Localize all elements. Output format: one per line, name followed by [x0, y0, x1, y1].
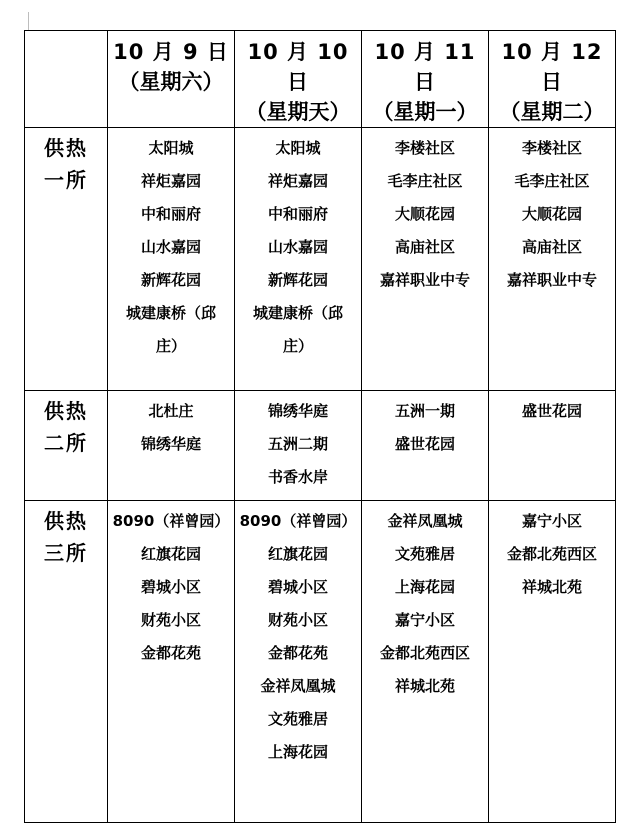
day-date: 10 月 9 日 — [113, 40, 229, 64]
day-date: 10 月 12 日 — [501, 40, 603, 94]
day-weekday: （星期六） — [118, 70, 224, 94]
community-list-cell — [362, 391, 489, 501]
community-item: 碧城小区 — [140, 578, 201, 596]
header-row — [25, 31, 616, 128]
community-item: 书香水岸 — [267, 468, 328, 486]
community-item: 嘉祥职业中专 — [506, 271, 597, 289]
community-item: 新辉花园 — [267, 271, 328, 289]
day-weekday: （星期天） — [245, 100, 351, 124]
community-list-cell — [489, 501, 616, 823]
station-name-line: 供热 — [44, 399, 88, 423]
station-name-cell — [25, 391, 108, 501]
community-item: 毛李庄社区 — [514, 172, 590, 190]
community-item: 五洲二期 — [267, 435, 328, 453]
community-item: 毛李庄社区 — [387, 172, 463, 190]
community-item: 高庙社区 — [394, 238, 455, 256]
community-item: 李楼社区 — [521, 139, 582, 157]
community-item: 中和丽府 — [267, 205, 328, 223]
community-item: 文苑雅居 — [394, 545, 455, 563]
community-item: 太阳城 — [148, 139, 194, 157]
community-item: 五洲一期 — [394, 402, 455, 420]
community-item: 金都花苑 — [140, 644, 201, 662]
community-item: 祥炬嘉园 — [140, 172, 201, 190]
day-header — [489, 31, 616, 128]
station-row — [25, 501, 616, 823]
station-name-cell — [25, 128, 108, 391]
community-item: 8090（祥曾园） — [112, 512, 230, 530]
community-item: 城建康桥（邱 — [125, 304, 216, 322]
community-item: 北杜庄 — [148, 402, 194, 420]
community-item: 大顺花园 — [394, 205, 455, 223]
day-weekday: （星期二） — [499, 100, 605, 124]
community-list-cell — [362, 501, 489, 823]
community-item: 锦绣华庭 — [267, 402, 328, 420]
community-list-cell — [489, 128, 616, 391]
community-item: 上海花园 — [394, 578, 455, 596]
community-item: 山水嘉园 — [267, 238, 328, 256]
community-item: 金祥凤凰城 — [260, 677, 336, 695]
corner-cell — [25, 31, 108, 128]
community-item: 锦绣华庭 — [140, 435, 201, 453]
community-item: 中和丽府 — [140, 205, 201, 223]
station-row — [25, 128, 616, 391]
community-list-cell — [108, 501, 235, 823]
day-header — [235, 31, 362, 128]
day-weekday: （星期一） — [372, 100, 478, 124]
community-item: 财苑小区 — [267, 611, 328, 629]
community-item: 8090（祥曾园） — [239, 512, 357, 530]
day-header — [108, 31, 235, 128]
community-item: 祥炬嘉园 — [267, 172, 328, 190]
community-list-cell — [235, 501, 362, 823]
community-item: 嘉宁小区 — [521, 512, 582, 530]
community-item: 盛世花园 — [394, 435, 455, 453]
community-item: 山水嘉园 — [140, 238, 201, 256]
community-item: 嘉宁小区 — [394, 611, 455, 629]
station-row — [25, 391, 616, 501]
station-name-cell — [25, 501, 108, 823]
community-item: 金祥凤凰城 — [387, 512, 463, 530]
page-corner-mark — [28, 12, 29, 30]
heating-schedule-table — [24, 30, 616, 823]
community-item: 嘉祥职业中专 — [379, 271, 470, 289]
community-list-cell — [489, 391, 616, 501]
community-item: 上海花园 — [267, 743, 328, 761]
community-item: 庄） — [282, 337, 313, 355]
station-name-line: 二所 — [44, 431, 88, 455]
community-item: 高庙社区 — [521, 238, 582, 256]
community-item: 大顺花园 — [521, 205, 582, 223]
community-item: 祥城北苑 — [394, 677, 455, 695]
community-item: 金都花苑 — [267, 644, 328, 662]
station-name-line: 供热 — [44, 136, 88, 160]
community-list-cell — [108, 128, 235, 391]
day-date: 10 月 10 日 — [247, 40, 349, 94]
community-item: 金都北苑西区 — [379, 644, 470, 662]
community-item: 金都北苑西区 — [506, 545, 597, 563]
day-header — [362, 31, 489, 128]
community-item: 盛世花园 — [521, 402, 582, 420]
community-list-cell — [235, 128, 362, 391]
station-name-line: 三所 — [44, 541, 88, 565]
day-date: 10 月 11 日 — [374, 40, 476, 94]
community-item: 李楼社区 — [394, 139, 455, 157]
community-item: 文苑雅居 — [267, 710, 328, 728]
community-item: 城建康桥（邱 — [252, 304, 343, 322]
community-item: 太阳城 — [275, 139, 321, 157]
station-name-line: 供热 — [44, 509, 88, 533]
community-list-cell — [235, 391, 362, 501]
community-list-cell — [362, 128, 489, 391]
community-item: 财苑小区 — [140, 611, 201, 629]
community-item: 祥城北苑 — [521, 578, 582, 596]
community-item: 红旗花园 — [267, 545, 328, 563]
community-list-cell — [108, 391, 235, 501]
community-item: 庄） — [155, 337, 186, 355]
station-name-line: 一所 — [44, 168, 88, 192]
community-item: 红旗花园 — [140, 545, 201, 563]
community-item: 新辉花园 — [140, 271, 201, 289]
community-item: 碧城小区 — [267, 578, 328, 596]
